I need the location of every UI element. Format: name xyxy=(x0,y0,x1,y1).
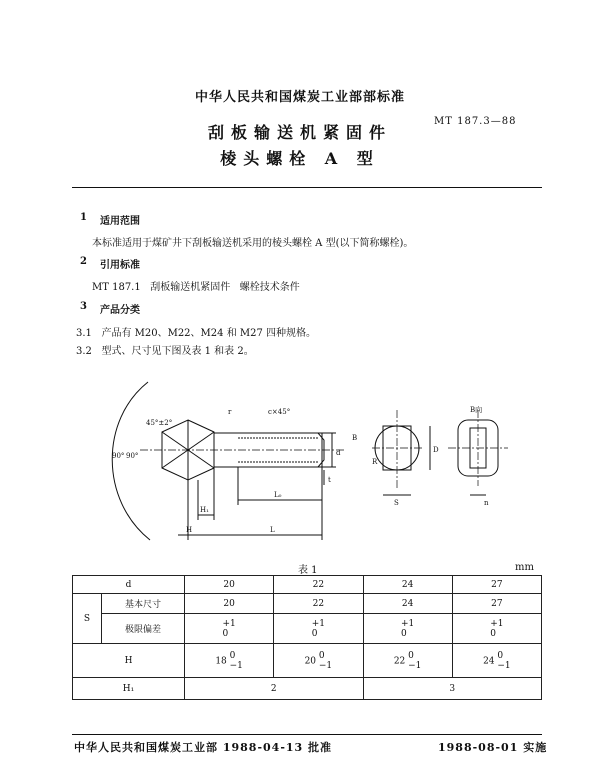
label-H: H xyxy=(186,526,193,534)
label-n: n xyxy=(484,499,489,507)
section-1-title: 适用范围 xyxy=(100,216,140,227)
footer-effective: 1988-08-01 实施 xyxy=(438,741,548,754)
angle-arc xyxy=(112,382,150,540)
table-row xyxy=(73,576,542,594)
H-cell: 22 0 −1 xyxy=(363,644,452,678)
section-3-title: 产品分类 xyxy=(100,305,140,316)
basic-cell: 24 xyxy=(363,594,452,614)
label-R: R xyxy=(372,458,378,466)
label-chamfer: c×45° xyxy=(268,408,291,416)
H-cell: 24 0 −1 xyxy=(452,644,541,678)
basic-cell: 27 xyxy=(452,594,541,614)
label-t: t xyxy=(328,476,331,484)
label-angle-45: 45°±2° xyxy=(146,419,173,427)
standard-number: MT 187.3—88 xyxy=(434,116,517,127)
table-row xyxy=(73,614,542,644)
label-r: r xyxy=(228,408,232,416)
row-H-label: H xyxy=(73,644,185,678)
H1-cell: 3 xyxy=(363,678,542,700)
header-d: d xyxy=(73,576,185,594)
d-cell: 22 xyxy=(274,576,363,594)
label-B: B xyxy=(352,434,358,442)
document-subtitle: 棱头螺栓 A 型 xyxy=(220,149,380,168)
row-tol-label: 极限偏差 xyxy=(102,614,185,644)
table-row xyxy=(73,644,542,678)
dimension-table xyxy=(72,575,542,700)
section-2-title: 引用标准 xyxy=(100,260,140,271)
label-L0: L₀ xyxy=(274,491,282,499)
label-S: S xyxy=(394,499,399,507)
table-row xyxy=(73,678,542,700)
section-1-body: 本标准适用于煤矿井下刮板输送机采用的棱头螺栓 A 型(以下简称螺栓)。 xyxy=(92,238,414,249)
section-2-body: MT 187.1 刮板输送机紧固件 螺栓技术条件 xyxy=(92,282,300,293)
table-caption: 表 1 xyxy=(298,565,318,576)
basic-cell: 22 xyxy=(274,594,363,614)
tol-cell: +1 0 xyxy=(274,614,363,644)
table-unit: mm xyxy=(515,562,534,573)
table-row xyxy=(73,594,542,614)
footer-rule xyxy=(72,734,542,735)
issuing-organization: 中华人民共和国煤炭工业部部标准 xyxy=(194,90,405,105)
H-cell: 20 0 −1 xyxy=(274,644,363,678)
row-basic-label: 基本尺寸 xyxy=(102,594,185,614)
d-cell: 27 xyxy=(452,576,541,594)
row-H1-label: H₁ xyxy=(73,678,185,700)
basic-cell: 20 xyxy=(185,594,274,614)
d-cell: 24 xyxy=(363,576,452,594)
label-angle-90a: 90° xyxy=(112,452,125,460)
label-angle-90b: 90° xyxy=(126,452,139,460)
label-d: d xyxy=(336,449,341,457)
label-L: L xyxy=(270,526,275,534)
section-3-number: 3 xyxy=(80,301,87,312)
tol-cell: +1 0 xyxy=(363,614,452,644)
label-view-B: B向 xyxy=(470,406,483,414)
section-3-2: 3.2 型式、尺寸见下图及表 1 和表 2。 xyxy=(76,346,254,357)
H1-cell: 2 xyxy=(185,678,364,700)
section-3-1: 3.1 产品有 M20、M22、M24 和 M27 四种规格。 xyxy=(76,328,317,339)
tol-cell: +1 0 xyxy=(185,614,274,644)
section-2-number: 2 xyxy=(80,256,87,267)
label-D: D xyxy=(433,446,439,454)
tol-cell: +1 0 xyxy=(452,614,541,644)
d-cell: 20 xyxy=(185,576,274,594)
footer-issuer: 中华人民共和国煤炭工业部 1988-04-13 批准 xyxy=(74,741,333,754)
section-1-number: 1 xyxy=(80,212,87,223)
document-title: 刮板输送机紧固件 xyxy=(207,123,392,142)
label-H1: H₁ xyxy=(200,506,209,514)
row-S-label: S xyxy=(73,594,102,644)
H-cell: 18 0 −1 xyxy=(185,644,274,678)
